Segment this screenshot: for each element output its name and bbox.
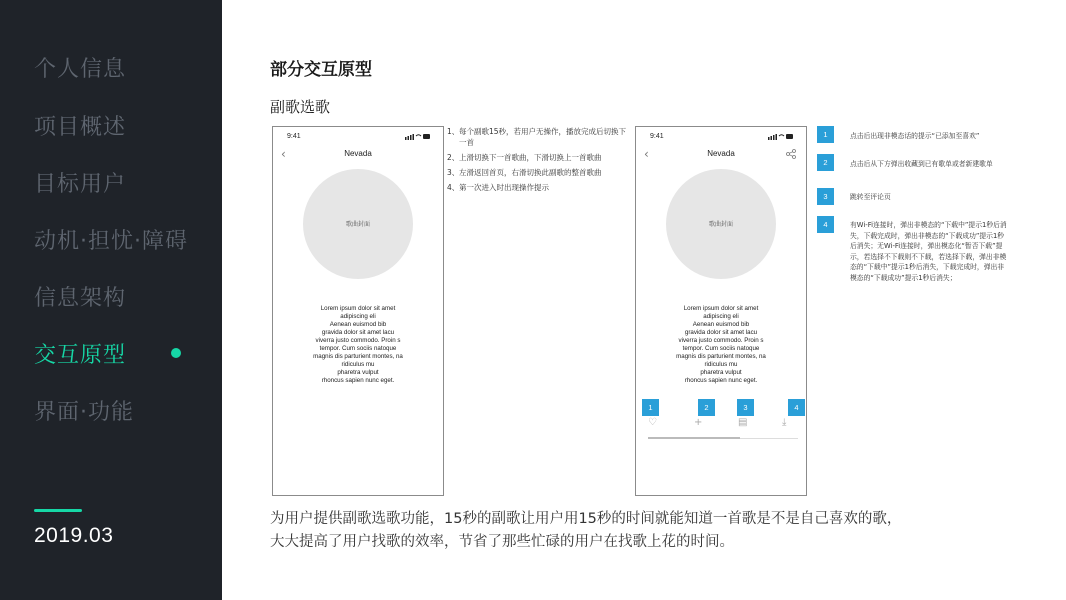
- list-item: 1、 每个副歌15秒，若用户无操作，播放完成后切换下一首: [447, 127, 627, 147]
- share-icon[interactable]: [786, 149, 796, 162]
- toolbar-badge-1: 1: [642, 399, 659, 416]
- back-arrow-icon[interactable]: ‹: [644, 147, 649, 161]
- toolbar-badge-3: 3: [737, 399, 754, 416]
- legend-badge-3: 3: [817, 188, 834, 205]
- lyrics-text: Lorem ipsum dolor sit amet adipiscing eli Aenean euismod bib gravida dolor sit amet lacu viverra justo commodo. Proin s tempor. Cum sociis natoque magnis dis parturient montes, na ridiculus mu pharetra vulput rhoncus sapien nunc eget.: [313, 305, 403, 384]
- legend-text-1: 点击后出现非模态话的提示“已添加至喜欢”: [850, 132, 980, 140]
- section-subtitle: 副歌选歌: [270, 98, 331, 116]
- page-title: 部分交互原型: [270, 60, 372, 80]
- active-indicator-dot: [171, 348, 181, 358]
- album-cover: [303, 169, 413, 279]
- plus-icon[interactable]: +: [694, 417, 703, 428]
- toolbar-badge-2: 2: [698, 399, 715, 416]
- lyrics-text: Lorem ipsum dolor sit amet adipiscing eli Aenean euismod bib gravida dolor sit amet lacu viverra justo commodo. Proin s tempor. Cum sociis natoque magnis dis parturient montes, na ridiculus mu pharetra vulput rhoncus sapien nunc eget.: [676, 305, 766, 384]
- list-item: 4、 第一次进入时出现操作提示: [447, 183, 549, 192]
- sidebar-item-motivation[interactable]: 动机·担忧·障碍: [34, 229, 188, 254]
- song-title: Nevada: [707, 149, 735, 158]
- sidebar-item-project-overview[interactable]: 项目概述: [34, 115, 127, 140]
- cover-label: 歌曲封面: [345, 221, 370, 228]
- sidebar-item-info-architecture[interactable]: 信息架构: [34, 286, 127, 311]
- progress-fill: [648, 437, 740, 439]
- heart-icon[interactable]: ♡: [648, 417, 657, 428]
- download-icon[interactable]: ⤓: [782, 417, 787, 428]
- song-title: Nevada: [344, 149, 372, 158]
- list-item: 2、 上滑切换下一首歌曲，下滑切换上一首歌曲: [447, 153, 602, 162]
- legend-text-4: 有Wi-Fi连接时，弹出非模态的“下载中”提示1秒后消失，下载完成时，弹出非模态的“下载成功”提示1秒后消失；无Wi-Fi连接时，弹出模态化“暂否下载”提示，若选择不下载则不下载，若选择下载，弹出非模态的“下载中”提示1秒后消失，下载完成时，弹出非模态的“下载成功”提示1秒后消失；: [850, 221, 1007, 282]
- feature-description: [270, 508, 1030, 554]
- list-item: 3、 左滑返回首页，右滑切换此副歌的整首歌曲: [447, 168, 602, 177]
- phone-mockup-1: [272, 126, 444, 496]
- legend-badge-4: 4: [817, 216, 834, 233]
- status-time: 9:41: [287, 133, 301, 140]
- legend-text-2: 点击后从下方弹出收藏到已有歌单或者新建歌单: [850, 160, 993, 168]
- legend-badge-2: 2: [817, 154, 834, 171]
- sidebar-item-personal-info[interactable]: 个人信息: [34, 57, 127, 82]
- legend-text-3: 跳转至评论页: [850, 193, 891, 201]
- date-label: 2019.03: [34, 524, 114, 547]
- interaction-steps-list: [447, 126, 627, 197]
- description-line-2: 大大提高了用户找歌的效率，节省了那些忙碌的用户在找歌上花的时间。: [270, 534, 734, 550]
- accent-divider: [34, 509, 82, 512]
- phone-mockup-2: [635, 126, 807, 496]
- sidebar-item-interaction-prototype[interactable]: 交互原型: [34, 343, 127, 368]
- cover-label: 歌曲封面: [708, 221, 733, 228]
- status-icons: [405, 133, 431, 142]
- comment-icon[interactable]: ▤: [738, 417, 748, 428]
- sidebar-item-interface-function[interactable]: 界面·功能: [34, 400, 134, 425]
- player-toolbar: [648, 417, 798, 433]
- sidebar: [0, 0, 222, 600]
- description-line-1: 为用户提供副歌选歌功能，15秒的副歌让用户用15秒的时间就能知道一首歌是不是自己喜欢的歌，: [270, 511, 902, 527]
- album-cover: [666, 169, 776, 279]
- sidebar-item-target-users[interactable]: 目标用户: [34, 172, 127, 197]
- status-time: 9:41: [650, 133, 664, 140]
- status-icons: [768, 133, 794, 142]
- back-arrow-icon[interactable]: ‹: [281, 147, 286, 161]
- legend-badge-1: 1: [817, 126, 834, 143]
- toolbar-badge-4: 4: [788, 399, 805, 416]
